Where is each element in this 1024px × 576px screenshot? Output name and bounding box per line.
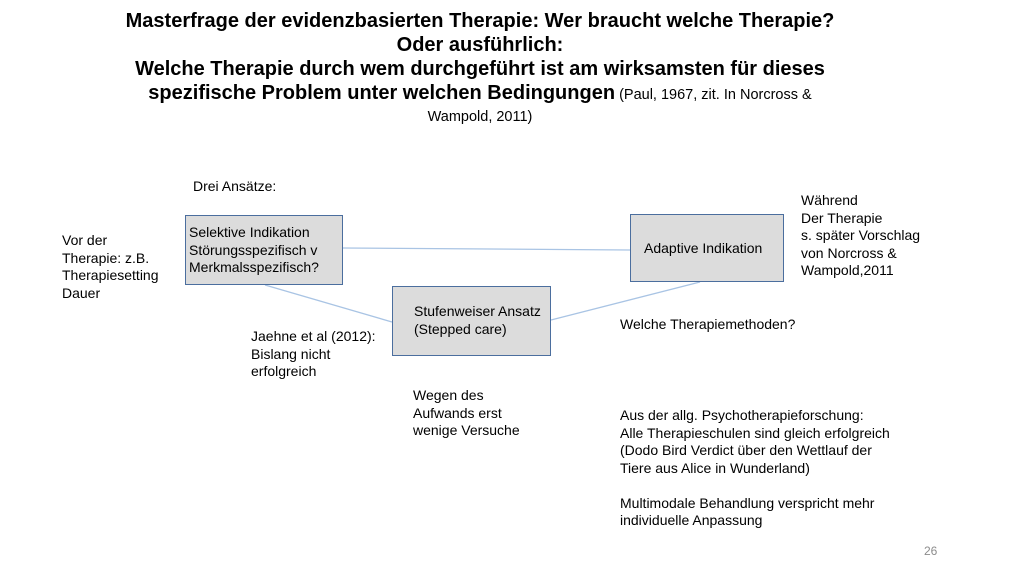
research-blank-line <box>620 477 890 495</box>
research-line: Aus der allg. Psychotherapieforschung: <box>620 407 864 423</box>
research-line: (Dodo Bird Verdict über den Wettlauf der <box>620 442 872 458</box>
effort-line: Wegen des <box>413 387 484 403</box>
title-line-2: Oder ausführlich: <box>396 34 564 56</box>
title-line-1: Masterfrage der evidenzbasierten Therapie: Wer braucht welche Therapie? <box>125 10 835 32</box>
connector-stepped-adaptive <box>551 282 700 320</box>
title-citation-continued: Wampold, 2011) <box>427 109 533 125</box>
stepped-box-line: Stufenweiser Ansatz <box>414 303 541 319</box>
adaptive-indication-box <box>630 214 784 282</box>
jaehne-note <box>251 328 376 381</box>
approaches-label: Drei Ansätze: <box>193 178 277 194</box>
before-therapy-line: Therapiesetting <box>62 267 159 283</box>
jaehne-line: Bislang nicht <box>251 345 331 362</box>
before-therapy-line: Therapie: z.B. <box>62 249 150 266</box>
during-therapy-line: von Norcross & <box>801 244 897 261</box>
research-note <box>620 407 890 530</box>
selective-box-line: Merkmalsspezifisch? <box>189 259 319 275</box>
title-line-3: Welche Therapie durch wem durchgeführt ist am wirksamsten für dieses <box>135 58 825 80</box>
connector-selective-stepped <box>265 285 392 322</box>
title-citation: (Paul, 1967, zit. In Norcross & <box>615 87 812 103</box>
selective-indication-box <box>185 215 343 285</box>
during-therapy-line: s. später Vorschlag <box>801 227 921 243</box>
jaehne-line: Jaehne et al (2012): <box>251 328 376 344</box>
effort-line: wenige Versuche <box>413 422 520 438</box>
stepped-care-box <box>392 286 551 356</box>
methods-question: Welche Therapiemethoden? <box>620 316 796 332</box>
before-therapy-line: Vor der <box>62 232 108 248</box>
selective-box-line: Selektive Indikation <box>189 224 310 240</box>
research-line: Alle Therapieschulen sind gleich erfolgreich <box>620 424 890 441</box>
before-therapy-line: Dauer <box>62 284 101 301</box>
research-line: Multimodale Behandlung verspricht mehr <box>620 494 875 511</box>
stepped-box-line: (Stepped care) <box>414 320 507 337</box>
jaehne-line: erfolgreich <box>251 363 317 379</box>
research-line: Tiere aus Alice in Wunderland) <box>620 459 810 476</box>
during-therapy-line: Der Therapie <box>801 209 883 226</box>
research-line: individuelle Anpassung <box>620 512 763 528</box>
during-therapy-line: Wampold,2011 <box>801 262 894 278</box>
title-line-4-text: spezifische Problem unter welchen Bedingungen <box>148 82 616 104</box>
during-therapy-note <box>801 192 920 280</box>
before-therapy-note <box>62 232 159 302</box>
effort-note <box>413 387 520 440</box>
effort-line: Aufwands erst <box>413 404 502 421</box>
selective-box-line: Störungsspezifisch v <box>189 241 318 258</box>
adaptive-box-label: Adaptive Indikation <box>644 240 763 256</box>
during-therapy-line: Während <box>801 192 858 208</box>
connector-selective-adaptive <box>343 248 630 250</box>
page-number: 26 <box>924 544 938 558</box>
